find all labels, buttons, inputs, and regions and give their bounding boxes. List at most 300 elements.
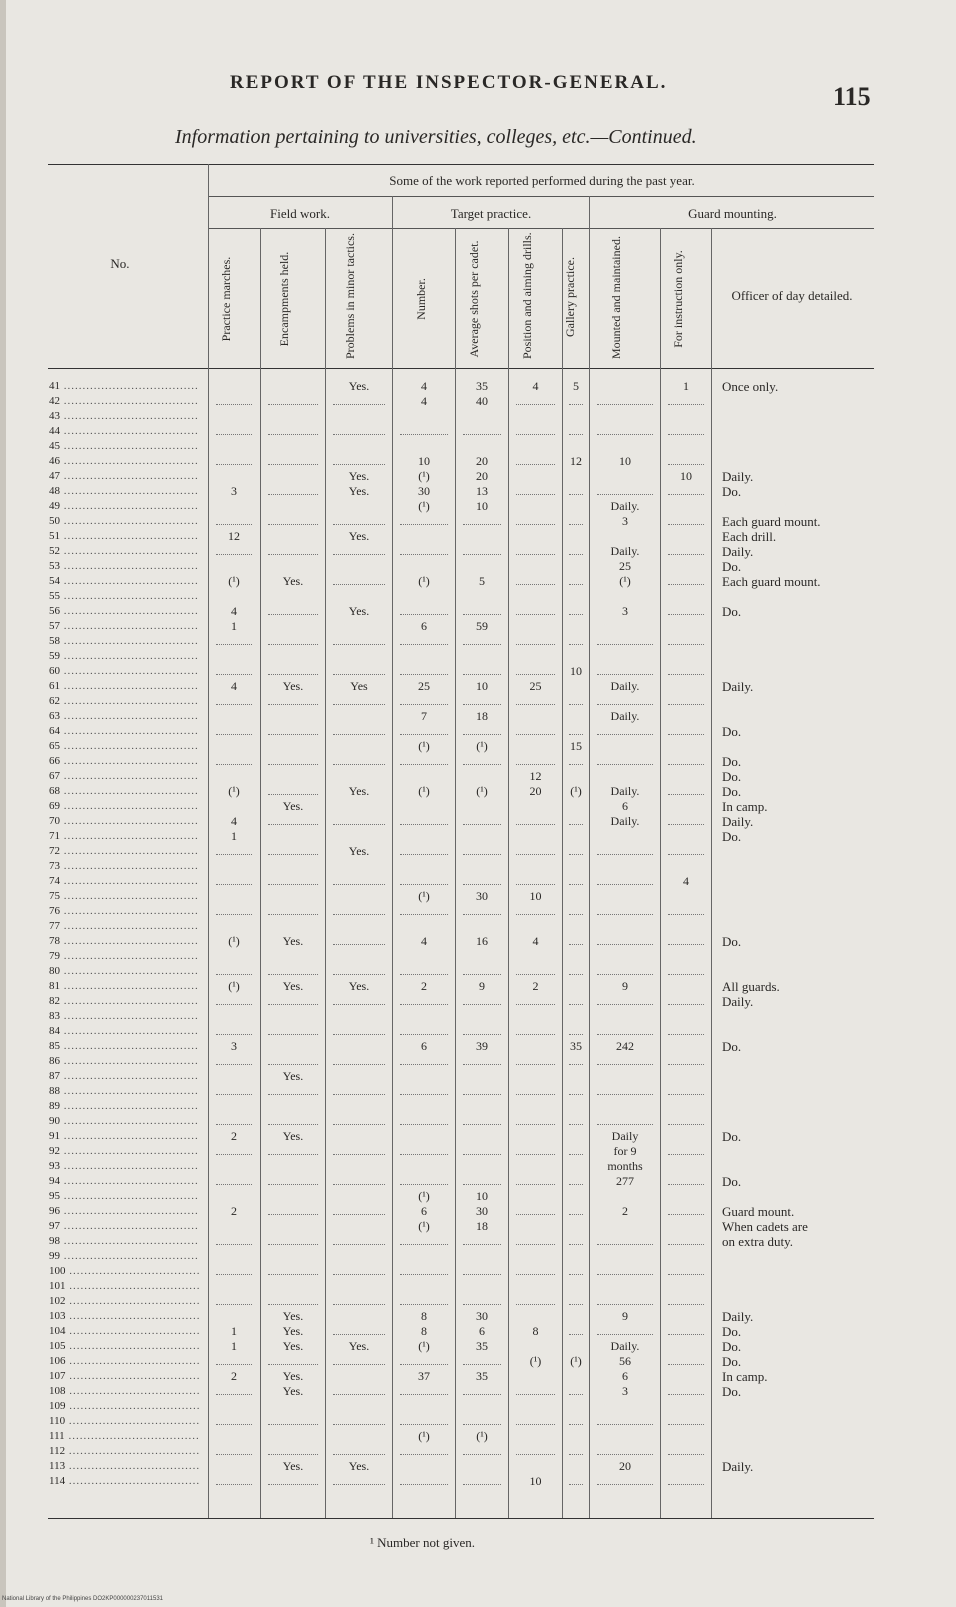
row-number: 64 ..... — [49, 725, 199, 737]
leader-dots — [216, 764, 252, 765]
cell-officer-of-day: Do. — [722, 1384, 742, 1399]
leader-dots — [268, 1304, 318, 1305]
cell-encamp: Yes. — [282, 1129, 304, 1143]
leader-dots — [216, 974, 252, 975]
leader-dots — [516, 1034, 555, 1035]
leader-dots — [268, 794, 318, 795]
leader-dots — [569, 884, 583, 885]
leader-dots — [216, 1004, 252, 1005]
leader-dots — [400, 1154, 448, 1155]
leader-dots — [268, 1004, 318, 1005]
leader-dots — [569, 1214, 583, 1215]
subheading: Information pertaining to universities, colleges, etc.—Continued. — [175, 126, 697, 148]
leader-dots — [516, 704, 555, 705]
leader-dots — [216, 1484, 252, 1485]
leader-dots — [668, 464, 704, 465]
cell-number: (¹) — [418, 499, 430, 513]
cell-avg: 59 — [476, 619, 488, 633]
footnote: ¹ Number not given. — [370, 1535, 475, 1550]
header-practice-marches: Practice marches. — [219, 256, 233, 342]
row-number: 87 ..... — [49, 1070, 199, 1082]
leader-dots — [268, 1454, 318, 1455]
leader-dots — [569, 824, 583, 825]
cell-problems: Yes — [350, 679, 368, 693]
cell-officer-of-day: Do. — [722, 934, 742, 949]
header-encampments: Encampments held. — [277, 251, 291, 347]
row-number: 74 ..... — [49, 875, 199, 887]
running-head: REPORT OF THE INSPECTOR-GENERAL. — [230, 72, 668, 93]
leader-dots — [463, 644, 501, 645]
leader-dots — [597, 1454, 653, 1455]
leader-dots — [668, 914, 704, 915]
cell-pos: 12 — [529, 769, 542, 783]
cell-pos: 20 — [529, 784, 542, 798]
leader-dots — [569, 1334, 583, 1335]
cell-encamp: Yes. — [282, 799, 304, 813]
leader-dots — [268, 914, 318, 915]
leader-dots — [668, 704, 704, 705]
table-bottom-rule — [48, 1518, 874, 1519]
leader-dots — [400, 434, 448, 435]
cell-number: 37 — [418, 1369, 430, 1383]
leader-dots — [333, 974, 385, 975]
leader-dots — [668, 1184, 704, 1185]
cell-officer-of-day: Daily. — [722, 994, 754, 1009]
header-group: Some of the work reported performed during the past year. — [389, 173, 695, 188]
cell-marches: 2 — [231, 1129, 237, 1143]
leader-dots — [333, 674, 385, 675]
leader-dots — [268, 1214, 318, 1215]
leader-dots — [668, 584, 704, 585]
header-mounted: Mounted and maintained. — [609, 236, 623, 359]
cell-instr: 4 — [683, 874, 689, 888]
leader-dots — [216, 854, 252, 855]
leader-dots — [333, 644, 385, 645]
leader-dots — [333, 764, 385, 765]
cell-marches: (¹) — [228, 934, 240, 948]
leader-dots — [463, 1124, 501, 1125]
cell-mounted: months — [607, 1159, 643, 1173]
leader-dots — [268, 1424, 318, 1425]
leader-dots — [400, 1304, 448, 1305]
cell-problems: Yes. — [348, 784, 370, 798]
leader-dots — [668, 494, 704, 495]
cell-problems: Yes. — [348, 1339, 370, 1353]
leader-dots — [516, 644, 555, 645]
leader-dots — [400, 704, 448, 705]
cell-officer-of-day: Once only. — [722, 379, 779, 394]
cell-marches: 4 — [231, 814, 237, 828]
cell-officer-of-day: Do. — [722, 829, 742, 844]
leader-dots — [216, 1454, 252, 1455]
leader-dots — [597, 1244, 653, 1245]
leader-dots — [569, 1004, 583, 1005]
leader-dots — [333, 734, 385, 735]
cell-marches: (¹) — [228, 574, 240, 588]
leader-dots — [668, 434, 704, 435]
leader-dots — [333, 1004, 385, 1005]
leader-dots — [216, 1184, 252, 1185]
leader-dots — [516, 1064, 555, 1065]
cell-number: 6 — [421, 1204, 427, 1218]
leader-dots — [463, 1094, 501, 1095]
leader-dots — [216, 1154, 252, 1155]
leader-dots — [216, 524, 252, 525]
leader-dots — [597, 734, 653, 735]
cell-mounted: 2 — [622, 1204, 628, 1218]
col-rule — [208, 164, 209, 1518]
cell-instr: 1 — [683, 379, 689, 393]
leader-dots — [400, 1424, 448, 1425]
leader-dots — [569, 1424, 583, 1425]
leader-dots — [516, 584, 555, 585]
row-number: 91 ..... — [49, 1130, 199, 1142]
row-number: 72 ..... — [49, 845, 199, 857]
row-number: 52 ..... — [49, 545, 199, 557]
leader-dots — [597, 704, 653, 705]
header-problems: Problems in minor tactics. — [343, 233, 357, 359]
leader-dots — [400, 1394, 448, 1395]
cell-avg: 16 — [476, 934, 488, 948]
cell-number: (¹) — [418, 574, 430, 588]
cell-avg: 35 — [476, 1339, 488, 1353]
leader-dots — [216, 1064, 252, 1065]
leader-dots — [516, 1124, 555, 1125]
leader-dots — [400, 764, 448, 765]
leader-dots — [333, 524, 385, 525]
leader-dots — [268, 674, 318, 675]
leader-dots — [463, 434, 501, 435]
row-number: 45 ..... — [49, 440, 199, 452]
leader-dots — [516, 1454, 555, 1455]
leader-dots — [597, 644, 653, 645]
cell-number: (¹) — [418, 1219, 430, 1233]
leader-dots — [268, 554, 318, 555]
leader-dots — [569, 1034, 583, 1035]
cell-encamp: Yes. — [282, 1384, 304, 1398]
cell-number: (¹) — [418, 889, 430, 903]
leader-dots — [668, 734, 704, 735]
cell-officer-of-day: Daily. — [722, 679, 754, 694]
col-rule — [260, 228, 261, 1518]
leader-dots — [569, 704, 583, 705]
cell-problems: Yes. — [348, 469, 370, 483]
leader-dots — [516, 524, 555, 525]
cell-officer-of-day: Each guard mount. — [722, 514, 821, 529]
cell-gallery: 15 — [570, 739, 582, 753]
cell-officer-of-day: Guard mount. — [722, 1204, 795, 1219]
cell-encamp: Yes. — [282, 934, 304, 948]
cell-number: 8 — [421, 1309, 427, 1323]
cell-officer-of-day: All guards. — [722, 979, 780, 994]
row-number: 106 ..... — [49, 1355, 199, 1367]
leader-dots — [668, 1064, 704, 1065]
cell-officer-of-day: Daily. — [722, 1459, 754, 1474]
cell-number: 4 — [421, 379, 427, 393]
leader-dots — [463, 1034, 501, 1035]
leader-dots — [569, 854, 583, 855]
cell-officer-of-day: When cadets are — [722, 1219, 808, 1234]
row-number: 81 ..... — [49, 980, 199, 992]
cell-avg: 9 — [479, 979, 485, 993]
cell-officer-of-day: Do. — [722, 1324, 742, 1339]
leader-dots — [216, 1424, 252, 1425]
cell-officer-of-day: Daily. — [722, 469, 754, 484]
leader-dots — [668, 1004, 704, 1005]
leader-dots — [569, 404, 583, 405]
header-average-shots: Average shots per cadet. — [467, 240, 481, 358]
cell-officer-of-day: Do. — [722, 559, 742, 574]
cell-mounted: 25 — [619, 559, 631, 573]
cell-mounted: 3 — [622, 514, 628, 528]
cell-encamp: Yes. — [282, 1339, 304, 1353]
leader-dots — [463, 1424, 501, 1425]
leader-dots — [268, 494, 318, 495]
cell-marches: 1 — [231, 1324, 237, 1338]
cell-number: 30 — [418, 484, 430, 498]
cell-avg: 30 — [476, 1204, 488, 1218]
cell-number: (¹) — [418, 1429, 430, 1443]
leader-dots — [216, 1394, 252, 1395]
leader-dots — [216, 1244, 252, 1245]
col-rule — [660, 228, 661, 1518]
row-number: 63 ..... — [49, 710, 199, 722]
cell-pos: 10 — [529, 889, 542, 903]
leader-dots — [597, 884, 653, 885]
leader-dots — [333, 554, 385, 555]
cell-marches: 2 — [231, 1204, 237, 1218]
leader-dots — [216, 464, 252, 465]
row-number: 51 ..... — [49, 530, 199, 542]
row-number: 102 ..... — [49, 1295, 199, 1307]
leader-dots — [516, 914, 555, 915]
cell-number: (¹) — [418, 1189, 430, 1203]
leader-dots — [569, 1274, 583, 1275]
row-number: 96 ..... — [49, 1205, 199, 1217]
cell-encamp: Yes. — [282, 574, 304, 588]
leader-dots — [516, 404, 555, 405]
leader-dots — [333, 1034, 385, 1035]
row-number: 108 ..... — [49, 1385, 199, 1397]
cell-mounted: 6 — [622, 799, 628, 813]
cell-officer-of-day: Do. — [722, 724, 742, 739]
leader-dots — [463, 1274, 501, 1275]
header-instruction: For instruction only. — [671, 250, 685, 348]
leader-dots — [597, 1124, 653, 1125]
cell-mounted: 56 — [619, 1354, 631, 1368]
cell-instr: 10 — [680, 469, 692, 483]
row-number: 59 ..... — [49, 650, 199, 662]
row-number: 62 ..... — [49, 695, 199, 707]
cell-officer-of-day: Each drill. — [722, 529, 777, 544]
leader-dots — [516, 1304, 555, 1305]
leader-dots — [668, 1244, 704, 1245]
cell-avg: 30 — [476, 1309, 488, 1323]
cell-number: 4 — [421, 934, 427, 948]
leader-dots — [569, 554, 583, 555]
leader-dots — [597, 854, 653, 855]
leader-dots — [333, 1064, 385, 1065]
cell-avg: 18 — [476, 709, 488, 723]
row-number: 86 ..... — [49, 1055, 199, 1067]
cell-avg: 10 — [476, 679, 488, 693]
row-number: 68 ..... — [49, 785, 199, 797]
leader-dots — [668, 1424, 704, 1425]
cell-number: 6 — [421, 1039, 427, 1053]
leader-dots — [516, 1154, 555, 1155]
cell-gallery: (¹) — [570, 1354, 582, 1368]
leader-dots — [400, 884, 448, 885]
row-number: 50 ..... — [49, 515, 199, 527]
leader-dots — [668, 1154, 704, 1155]
row-number: 70 ..... — [49, 815, 199, 827]
leader-dots — [268, 404, 318, 405]
row-number: 103 ..... — [49, 1310, 199, 1322]
leader-dots — [333, 704, 385, 705]
row-number: 77 ..... — [49, 920, 199, 932]
leader-dots — [569, 494, 583, 495]
cell-number: (¹) — [418, 1339, 430, 1353]
leader-dots — [333, 584, 385, 585]
row-number: 104 ..... — [49, 1325, 199, 1337]
cell-officer-of-day: Daily. — [722, 814, 754, 829]
cell-marches: 1 — [231, 619, 237, 633]
leader-dots — [668, 824, 704, 825]
cell-avg: 10 — [476, 499, 488, 513]
leader-dots — [268, 1184, 318, 1185]
leader-dots — [333, 824, 385, 825]
cell-marches: 4 — [231, 604, 237, 618]
leader-dots — [216, 1124, 252, 1125]
row-number: 110 ..... — [49, 1415, 199, 1427]
cell-pos: 25 — [529, 679, 542, 693]
cell-number: (¹) — [418, 469, 430, 483]
row-number: 80 ..... — [49, 965, 199, 977]
cell-marches: 3 — [231, 484, 237, 498]
leader-dots — [463, 1454, 501, 1455]
leader-dots — [216, 734, 252, 735]
leader-dots — [216, 1094, 252, 1095]
row-number: 78 ..... — [49, 935, 199, 947]
leader-dots — [400, 1184, 448, 1185]
leader-dots — [268, 1244, 318, 1245]
row-number: 109 ..... — [49, 1400, 199, 1412]
leader-dots — [463, 524, 501, 525]
leader-dots — [463, 854, 501, 855]
leader-dots — [569, 614, 583, 615]
row-number: 61 ..... — [49, 680, 199, 692]
cell-encamp: Yes. — [282, 1324, 304, 1338]
leader-dots — [216, 674, 252, 675]
cell-pos: 2 — [532, 979, 539, 993]
cell-problems: Yes. — [348, 604, 370, 618]
cell-avg: 35 — [476, 379, 488, 393]
leader-dots — [463, 1394, 501, 1395]
cell-officer-of-day: Do. — [722, 604, 742, 619]
leader-dots — [597, 914, 653, 915]
cell-problems: Yes. — [348, 379, 370, 393]
cell-mounted: Daily. — [610, 814, 640, 828]
leader-dots — [668, 944, 704, 945]
leader-dots — [400, 854, 448, 855]
cell-avg: 39 — [476, 1039, 488, 1053]
leader-dots — [333, 1334, 385, 1335]
cell-pos: 4 — [532, 379, 539, 393]
leader-dots — [463, 764, 501, 765]
header-target-practice: Target practice. — [450, 206, 532, 221]
leader-dots — [400, 644, 448, 645]
leader-dots — [668, 764, 704, 765]
cell-officer-of-day: In camp. — [722, 1369, 768, 1384]
leader-dots — [516, 1184, 555, 1185]
row-number: 69 ..... — [49, 800, 199, 812]
leader-dots — [333, 1484, 385, 1485]
leader-dots — [516, 464, 555, 465]
cell-officer-of-day: on extra duty. — [722, 1234, 793, 1249]
cell-marches: 2 — [231, 1369, 237, 1383]
row-number: 99 ..... — [49, 1250, 199, 1262]
row-number: 101 ..... — [49, 1280, 199, 1292]
cell-mounted: Daily. — [610, 679, 640, 693]
leader-dots — [569, 1394, 583, 1395]
cell-avg: 5 — [479, 574, 485, 588]
leader-dots — [216, 914, 252, 915]
row-number: 98 ..... — [49, 1235, 199, 1247]
leader-dots — [216, 884, 252, 885]
leader-dots — [463, 1364, 501, 1365]
cell-avg: 20 — [476, 454, 488, 468]
leader-dots — [463, 1004, 501, 1005]
cell-number: 7 — [421, 709, 427, 723]
leader-dots — [400, 1364, 448, 1365]
leader-dots — [400, 1244, 448, 1245]
row-number: 60 ..... — [49, 665, 199, 677]
row-number: 89 ..... — [49, 1100, 199, 1112]
leader-dots — [216, 1364, 252, 1365]
row-number: 67 ..... — [49, 770, 199, 782]
leader-dots — [400, 554, 448, 555]
leader-dots — [569, 1064, 583, 1065]
leader-dots — [400, 1484, 448, 1485]
leader-dots — [463, 704, 501, 705]
imprint-line: National Library of the Philippines DO2KP000000237011531 — [2, 1596, 164, 1602]
cell-number: 10 — [418, 454, 430, 468]
leader-dots — [569, 1094, 583, 1095]
cell-officer-of-day: In camp. — [722, 799, 768, 814]
cell-mounted: 9 — [622, 1309, 628, 1323]
cell-avg: (¹) — [476, 1429, 488, 1443]
cell-number: 2 — [421, 979, 427, 993]
cell-mounted: Daily. — [610, 709, 640, 723]
leader-dots — [668, 404, 704, 405]
leader-dots — [597, 674, 653, 675]
leader-dots — [268, 734, 318, 735]
leader-dots — [668, 1274, 704, 1275]
leader-dots — [333, 1364, 385, 1365]
leader-dots — [463, 884, 501, 885]
leader-dots — [333, 404, 385, 405]
row-number: 84 ..... — [49, 1025, 199, 1037]
cell-encamp: Yes. — [282, 1069, 304, 1083]
row-number: 43 ..... — [49, 410, 199, 422]
row-number: 82 ..... — [49, 995, 199, 1007]
leader-dots — [668, 794, 704, 795]
cell-mounted: for 9 — [613, 1144, 637, 1158]
cell-problems: Yes. — [348, 979, 370, 993]
header-gallery-practice: Gallery practice. — [563, 257, 577, 337]
header-position-aiming: Position and aiming drills. — [520, 232, 534, 359]
cell-problems: Yes. — [348, 844, 370, 858]
